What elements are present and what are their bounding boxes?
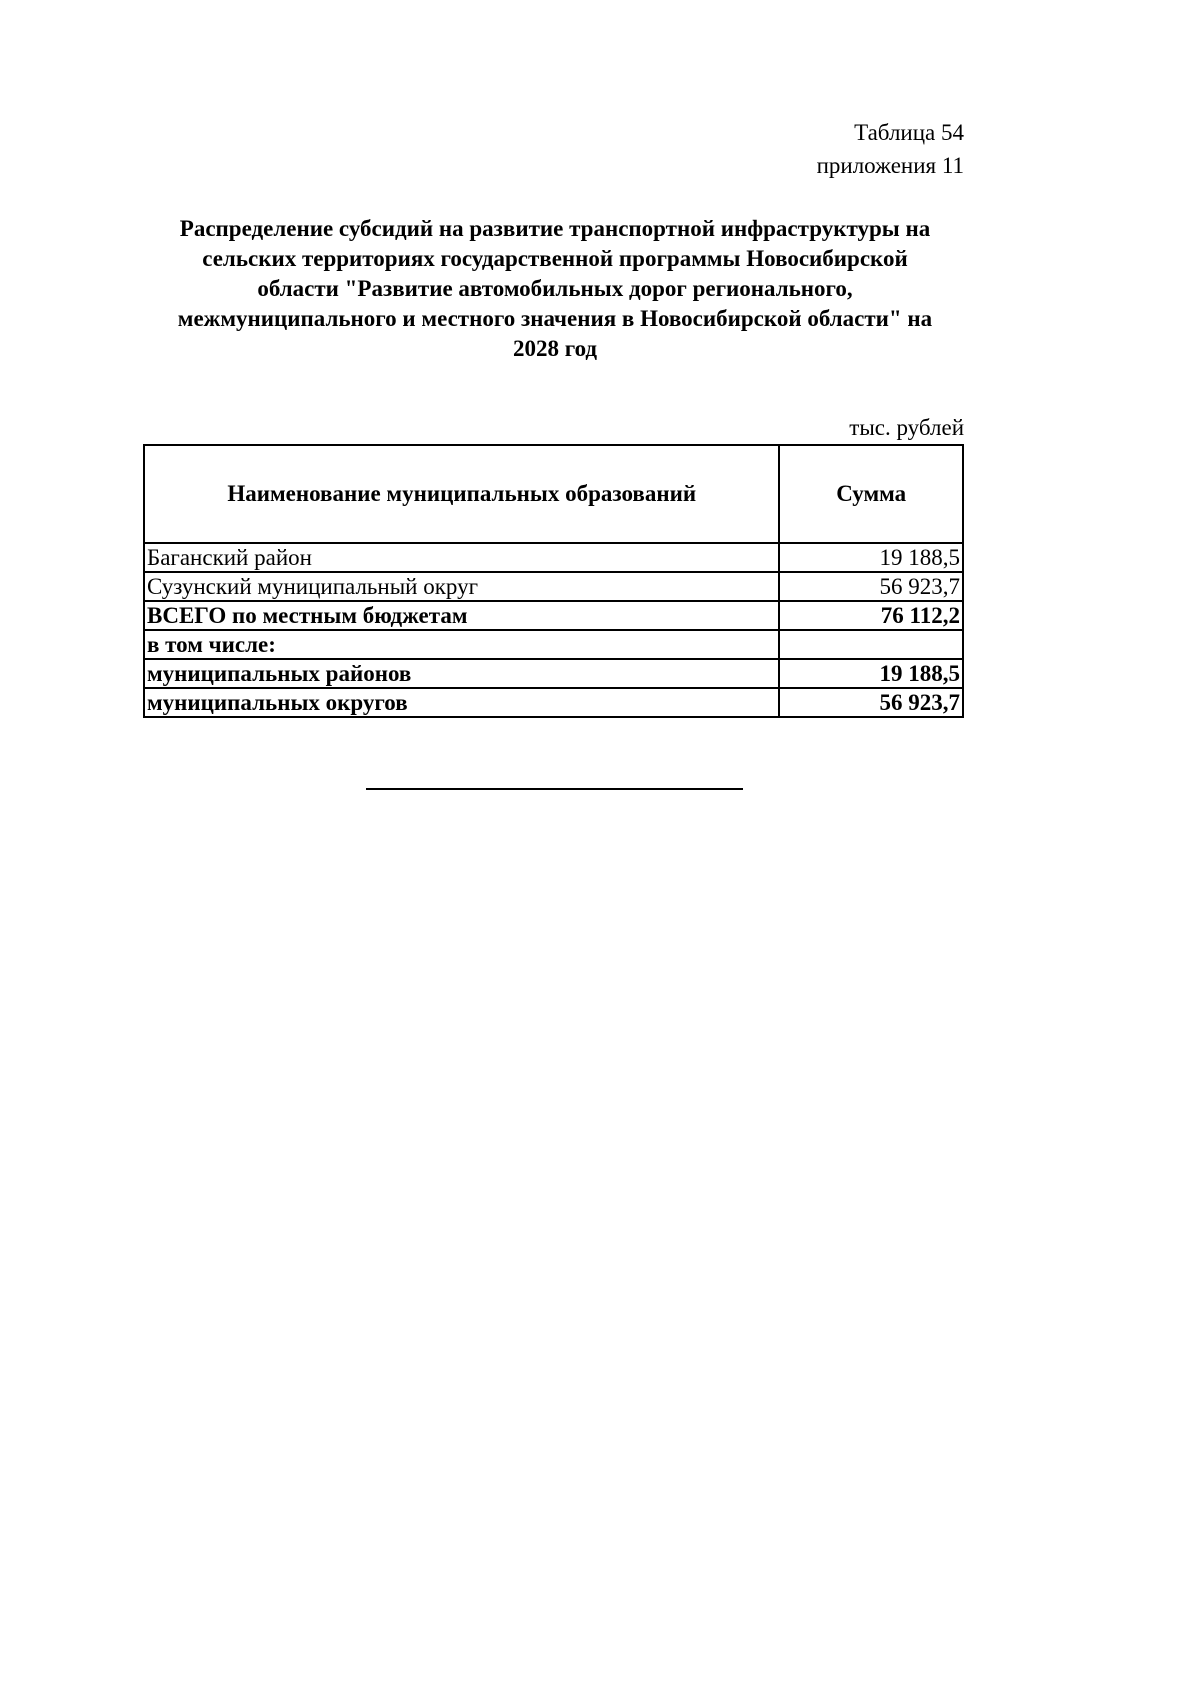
title-line: межмуниципального и местного значения в Новосибирской области" на [177,306,933,331]
row-sum [779,630,963,659]
table-row [144,572,963,601]
row-name: Баганский район [144,543,779,572]
header-sum: Сумма [779,445,963,543]
row-name: муниципальных районов [144,659,779,688]
row-sum: 56 923,7 [779,572,963,601]
title-line: области "Развитие автомобильных дорог регионального, [257,276,853,301]
subtotal-row [144,659,963,688]
table-row [144,543,963,572]
subtotal-row [144,688,963,717]
subheading-row [144,630,963,659]
total-row [144,601,963,630]
document-title [140,214,970,364]
title-line: 2028 год [512,336,598,361]
subsidy-table [143,444,964,718]
row-name: ВСЕГО по местным бюджетам [144,601,779,630]
table-reference [817,116,964,182]
row-sum: 19 188,5 [779,543,963,572]
header-name: Наименование муниципальных образований [144,445,779,543]
row-sum: 76 112,2 [779,601,963,630]
row-name: муниципальных округов [144,688,779,717]
table-number: Таблица 54 [854,120,964,145]
row-sum: 56 923,7 [779,688,963,717]
units-label: тыс. рублей [849,415,964,440]
row-name: Сузунский муниципальный округ [144,572,779,601]
title-line: сельских территориях государственной программы Новосибирской [202,246,908,271]
table-header-row [144,445,963,543]
title-line: Распределение субсидий на развитие транспортной инфраструктуры на [179,216,931,241]
row-name: в том числе: [144,630,779,659]
end-divider-line [366,788,743,790]
row-sum: 19 188,5 [779,659,963,688]
appendix-reference: приложения 11 [816,153,964,178]
